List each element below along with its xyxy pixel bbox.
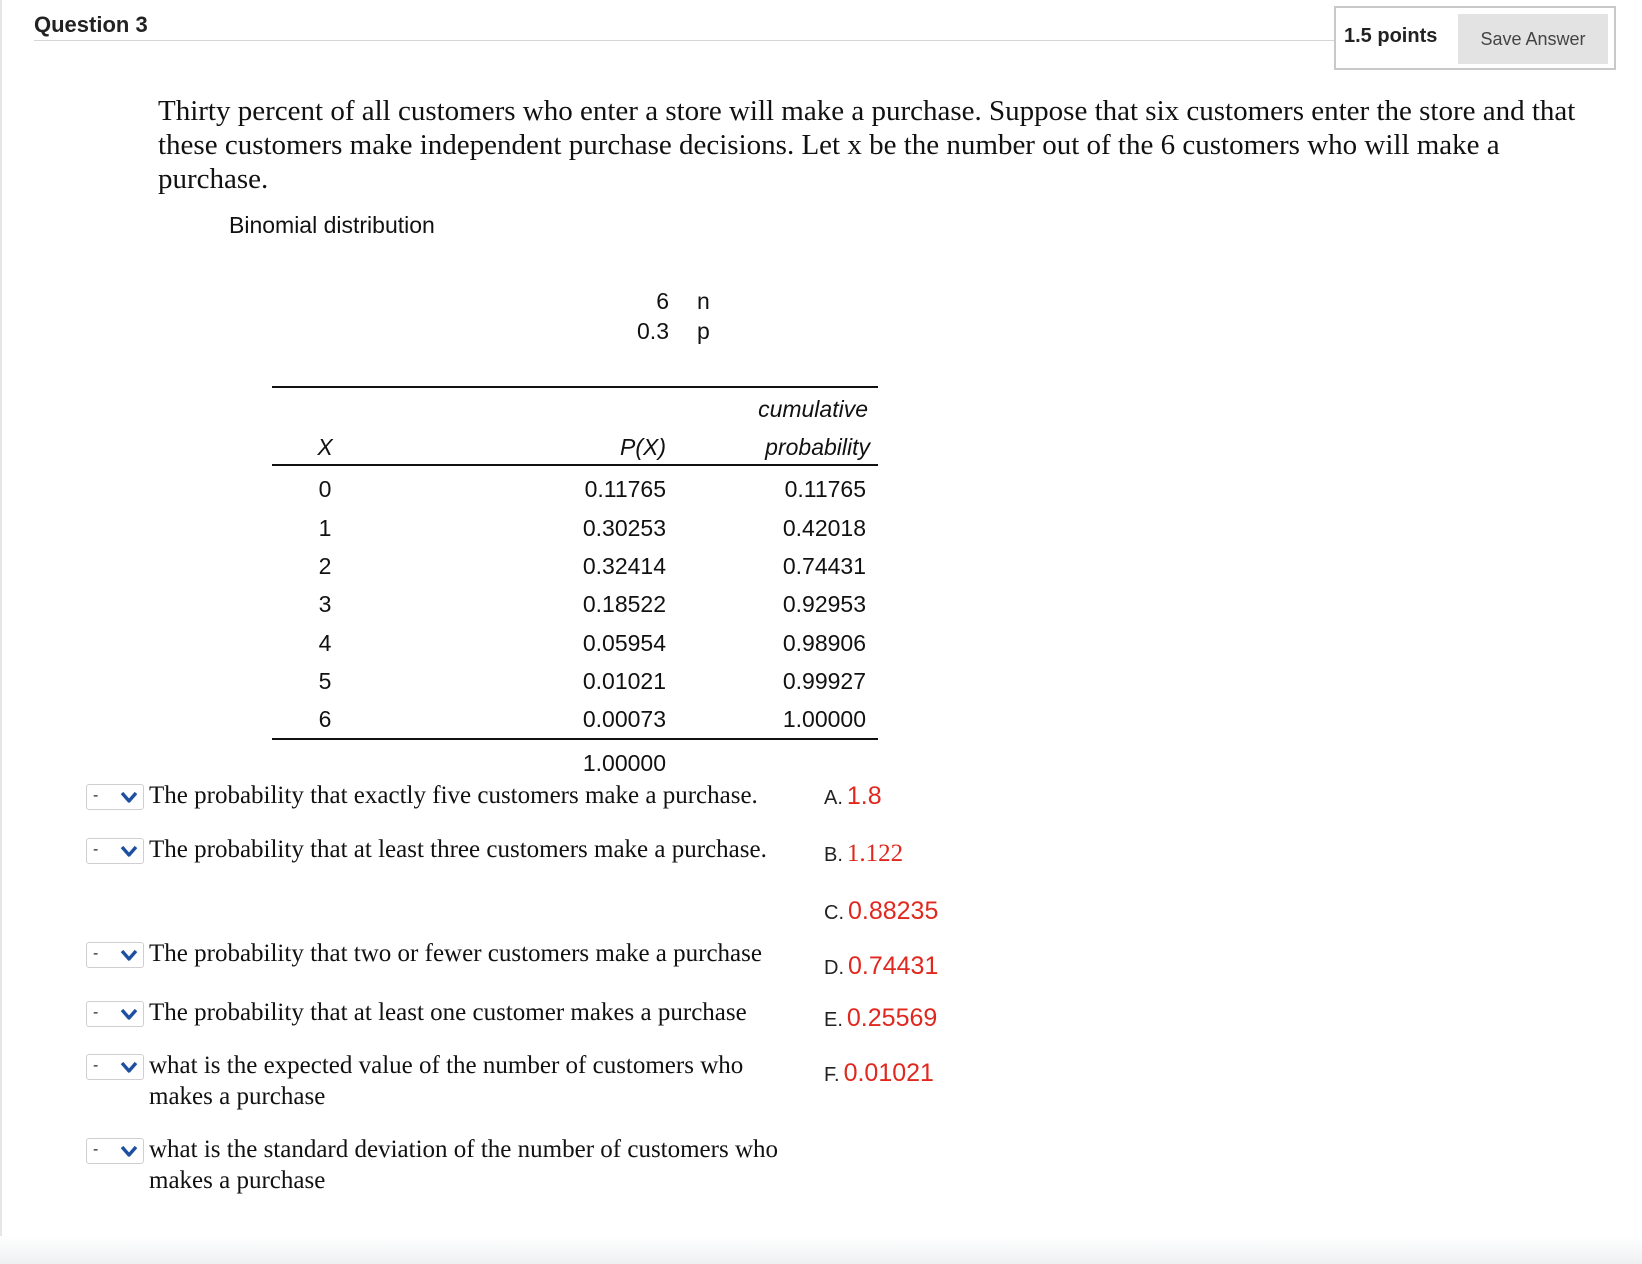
- n-label: n: [697, 288, 710, 314]
- cell-x: 3: [318, 591, 332, 617]
- chevron-down-icon: [119, 1060, 139, 1074]
- cell-px: 0.01021: [582, 668, 666, 694]
- option-d: [824, 952, 938, 981]
- question-text-2: The probability that at least three customers make a purchase.: [149, 836, 767, 863]
- p-label: p: [697, 318, 710, 344]
- option-letter: A.: [824, 787, 843, 809]
- header-cumulative: cumulative: [758, 396, 868, 422]
- chevron-down-icon: [119, 844, 139, 858]
- question-text-6: what is the standard deviation of the number of customers who makes a purchase: [149, 1136, 779, 1194]
- question-title: Question 3: [34, 12, 148, 37]
- chevron-down-icon: [119, 948, 139, 962]
- cell-px: 0.00073: [582, 706, 666, 732]
- question-text-4: The probability that at least one customer makes a purchase: [149, 999, 747, 1026]
- select-value: -: [93, 1141, 99, 1158]
- cell-px: 0.18522: [582, 591, 666, 617]
- cell-px: 0.30253: [582, 515, 666, 541]
- cell-cum: 0.92953: [782, 591, 866, 617]
- option-a: [824, 782, 882, 811]
- option-e: [824, 1004, 937, 1033]
- save-answer-button[interactable]: Save Answer: [1458, 14, 1608, 64]
- option-b: [824, 840, 903, 868]
- header-divider: [34, 40, 1334, 41]
- answer-select-6[interactable]: [86, 1138, 144, 1164]
- question-text-1: The probability that exactly five customers make a purchase.: [149, 782, 758, 809]
- header-probability: probability: [765, 434, 870, 460]
- question-stem: Thirty percent of all customers who enter a store will make a purchase. Suppose that six customers enter the store and that these customers make independent purchase decisions. Let x be the number out of the 6 customers who will make a purchase.: [158, 95, 1576, 195]
- option-letter: E.: [824, 1009, 843, 1031]
- table-bottom-rule: [272, 738, 878, 740]
- header-x: X: [317, 434, 333, 460]
- option-value: 0.01021: [843, 1059, 934, 1087]
- option-value: 0.88235: [848, 897, 939, 925]
- cell-px: 0.11765: [584, 476, 666, 502]
- cell-x: 5: [318, 668, 332, 694]
- option-letter: B.: [824, 844, 843, 866]
- left-border: [0, 0, 2, 1264]
- cell-x: 6: [318, 706, 332, 732]
- option-letter: D.: [824, 957, 844, 979]
- cell-x: 1: [318, 515, 332, 541]
- chevron-down-icon: [119, 1144, 139, 1158]
- distribution-label: Binomial distribution: [229, 212, 435, 238]
- p-value: 0.3: [637, 318, 669, 344]
- chevron-down-icon: [119, 1007, 139, 1021]
- cell-cum: 0.98906: [782, 630, 866, 656]
- cell-x: 0: [318, 476, 332, 502]
- cell-cum: 0.99927: [782, 668, 866, 694]
- option-letter: C.: [824, 902, 844, 924]
- answer-select-5[interactable]: [86, 1054, 144, 1080]
- option-letter: F.: [824, 1064, 840, 1086]
- header-px: P(X): [620, 434, 666, 460]
- select-value: -: [93, 945, 99, 962]
- points-label: 1.5 points: [1344, 25, 1438, 47]
- answer-select-4[interactable]: [86, 1001, 144, 1027]
- cell-px: 0.32414: [582, 553, 666, 579]
- option-value: 1.122: [846, 840, 904, 867]
- cell-cum: 1.00000: [782, 706, 866, 732]
- n-value: 6: [656, 288, 669, 314]
- cell-cum: 0.74431: [782, 553, 866, 579]
- cell-x: 4: [318, 630, 332, 656]
- cell-cum: 0.42018: [782, 515, 866, 541]
- question-text-5: what is the expected value of the number of customers who makes a purchase: [149, 1052, 744, 1110]
- option-f: [824, 1059, 934, 1088]
- option-value: 0.25569: [846, 1004, 938, 1032]
- cell-cum: 0.11765: [784, 476, 866, 502]
- answer-select-2[interactable]: [86, 838, 144, 864]
- cell-x: 2: [318, 553, 332, 579]
- option-c: [824, 897, 938, 926]
- answer-select-1[interactable]: [86, 784, 144, 810]
- select-value: -: [93, 787, 99, 804]
- cell-px: 0.05954: [582, 630, 666, 656]
- table-top-rule: [272, 386, 878, 388]
- question-text-3: The probability that two or fewer customers make a purchase: [149, 940, 762, 967]
- select-value: -: [93, 841, 99, 858]
- table-header-rule: [272, 464, 878, 466]
- select-value: -: [93, 1057, 99, 1074]
- option-value: 1.8: [846, 782, 882, 810]
- option-value: 0.74431: [848, 952, 939, 980]
- bottom-edge: [0, 1236, 1642, 1264]
- answer-select-3[interactable]: [86, 942, 144, 968]
- chevron-down-icon: [119, 790, 139, 804]
- table-total: 1.00000: [582, 750, 666, 776]
- select-value: -: [93, 1004, 99, 1021]
